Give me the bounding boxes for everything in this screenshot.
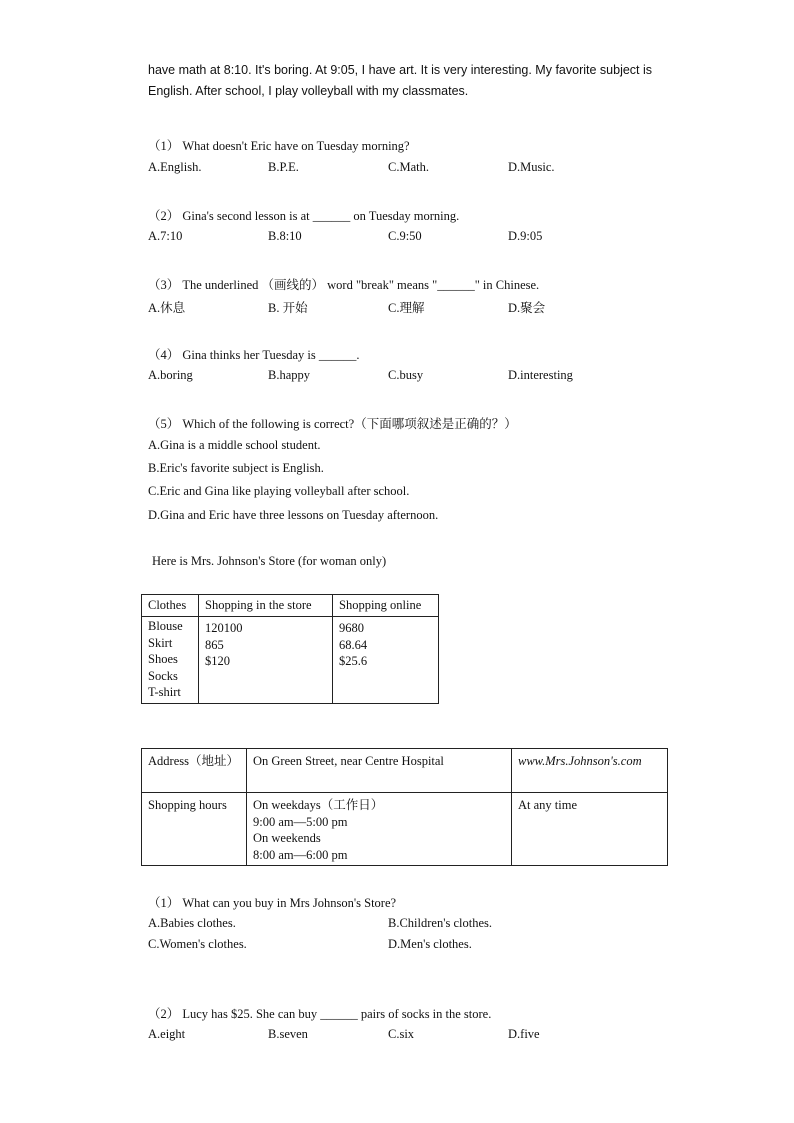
clothes-item: Skirt — [148, 635, 173, 650]
question-2-option-b[interactable]: B.8:10 — [268, 229, 302, 243]
question-4-option-d[interactable]: D.interesting — [508, 368, 573, 382]
store-intro: Here is Mrs. Johnson's Store (for woman only) — [152, 554, 387, 568]
hours-label: Shopping hours — [142, 793, 247, 866]
question-3-option-b[interactable]: B. 开始 — [268, 301, 308, 315]
address-label: Address（地址） — [142, 749, 247, 793]
website-link[interactable]: www.Mrs.Johnson's.com — [512, 749, 668, 793]
store-price-table — [141, 594, 439, 704]
question-4-stem: （4） Gina thinks her Tuesday is ______. — [148, 348, 360, 362]
question-2-stem: （2） Gina's second lesson is at ______ on Tuesday morning. — [148, 209, 460, 223]
hours-line: 8:00 am—6:00 pm — [253, 847, 348, 862]
store-question-2-option-d[interactable]: D.five — [508, 1027, 540, 1041]
hours-line: On weekends — [253, 831, 321, 845]
clothes-item: Blouse — [148, 619, 183, 633]
in-store-prices — [199, 617, 333, 704]
store-question-1-option-b[interactable]: B.Children's clothes. — [388, 916, 492, 930]
question-1-option-b[interactable]: B.P.E. — [268, 160, 299, 174]
clothes-list — [142, 617, 199, 704]
store-question-1-option-c[interactable]: C.Women's clothes. — [148, 937, 247, 951]
question-4-option-a[interactable]: A.boring — [148, 368, 193, 382]
question-1-option-d[interactable]: D.Music. — [508, 160, 555, 174]
hours-value — [247, 793, 512, 866]
question-2-option-a[interactable]: A.7:10 — [148, 229, 183, 243]
question-3-stem: （3） The underlined （画线的） word "break" means "______" in Chinese. — [148, 278, 540, 292]
question-5-option-a[interactable]: A.Gina is a middle school student. — [148, 438, 321, 452]
question-3-option-c[interactable]: C.理解 — [388, 301, 425, 315]
question-5-option-b[interactable]: B.Eric's favorite subject is English. — [148, 461, 324, 475]
online-hours: At any time — [512, 793, 668, 866]
price-value: 120100 — [205, 621, 243, 635]
question-5-option-d[interactable]: D.Gina and Eric have three lessons on Tuesday afternoon. — [148, 508, 439, 522]
store-question-2-option-a[interactable]: A.eight — [148, 1027, 186, 1041]
table-header-online: Shopping online — [333, 595, 439, 617]
question-5-option-c[interactable]: C.Eric and Gina like playing volleyball after school. — [148, 484, 410, 498]
question-4-option-b[interactable]: B.happy — [268, 368, 311, 382]
question-1-stem: （1） What doesn't Eric have on Tuesday morning? — [148, 139, 410, 153]
question-4-option-c[interactable]: C.busy — [388, 368, 424, 382]
online-prices — [333, 617, 439, 704]
question-3-option-a[interactable]: A.休息 — [148, 301, 186, 315]
store-question-1-stem: （1） What can you buy in Mrs Johnson's Store? — [148, 896, 397, 910]
price-value: $25.6 — [339, 654, 368, 668]
price-value: $120 — [205, 654, 230, 668]
store-question-1-option-d[interactable]: D.Men's clothes. — [388, 937, 472, 951]
store-question-2-option-c[interactable]: C.six — [388, 1027, 415, 1041]
table-header-clothes: Clothes — [142, 595, 199, 617]
hours-line: 9:00 am—5:00 pm — [253, 814, 348, 829]
price-value: 865 — [205, 637, 224, 652]
question-5-stem: （5） Which of the following is correct?（下面哪项叙述是正确的？） — [148, 417, 517, 431]
question-1-option-c[interactable]: C.Math. — [388, 160, 429, 174]
store-question-2-option-b[interactable]: B.seven — [268, 1027, 308, 1041]
price-value: 9680 — [339, 621, 364, 635]
question-2-option-c[interactable]: C.9:50 — [388, 229, 422, 243]
store-info-table — [141, 748, 668, 866]
passage-line-1: have math at 8:10. It's boring. At 9:05, I have art. It is very interesting. My favorite subject is — [148, 63, 653, 77]
clothes-item: Socks — [148, 668, 178, 683]
store-question-2-stem: （2） Lucy has $25. She can buy ______ pairs of socks in the store. — [148, 1007, 492, 1021]
question-1-option-a[interactable]: A.English. — [148, 160, 202, 174]
clothes-item: Shoes — [148, 652, 178, 666]
table-header-in-store: Shopping in the store — [199, 595, 333, 617]
price-value: 68.64 — [339, 637, 368, 652]
hours-line: On weekdays（工作日） — [253, 798, 384, 812]
question-2-option-d[interactable]: D.9:05 — [508, 229, 543, 243]
address-value: On Green Street, near Centre Hospital — [247, 749, 512, 793]
passage-line-2: English. After school, I play volleyball with my classmates. — [148, 84, 469, 98]
question-3-option-d[interactable]: D.聚会 — [508, 301, 546, 315]
store-question-1-option-a[interactable]: A.Babies clothes. — [148, 916, 236, 930]
clothes-item: T-shirt — [148, 685, 181, 699]
